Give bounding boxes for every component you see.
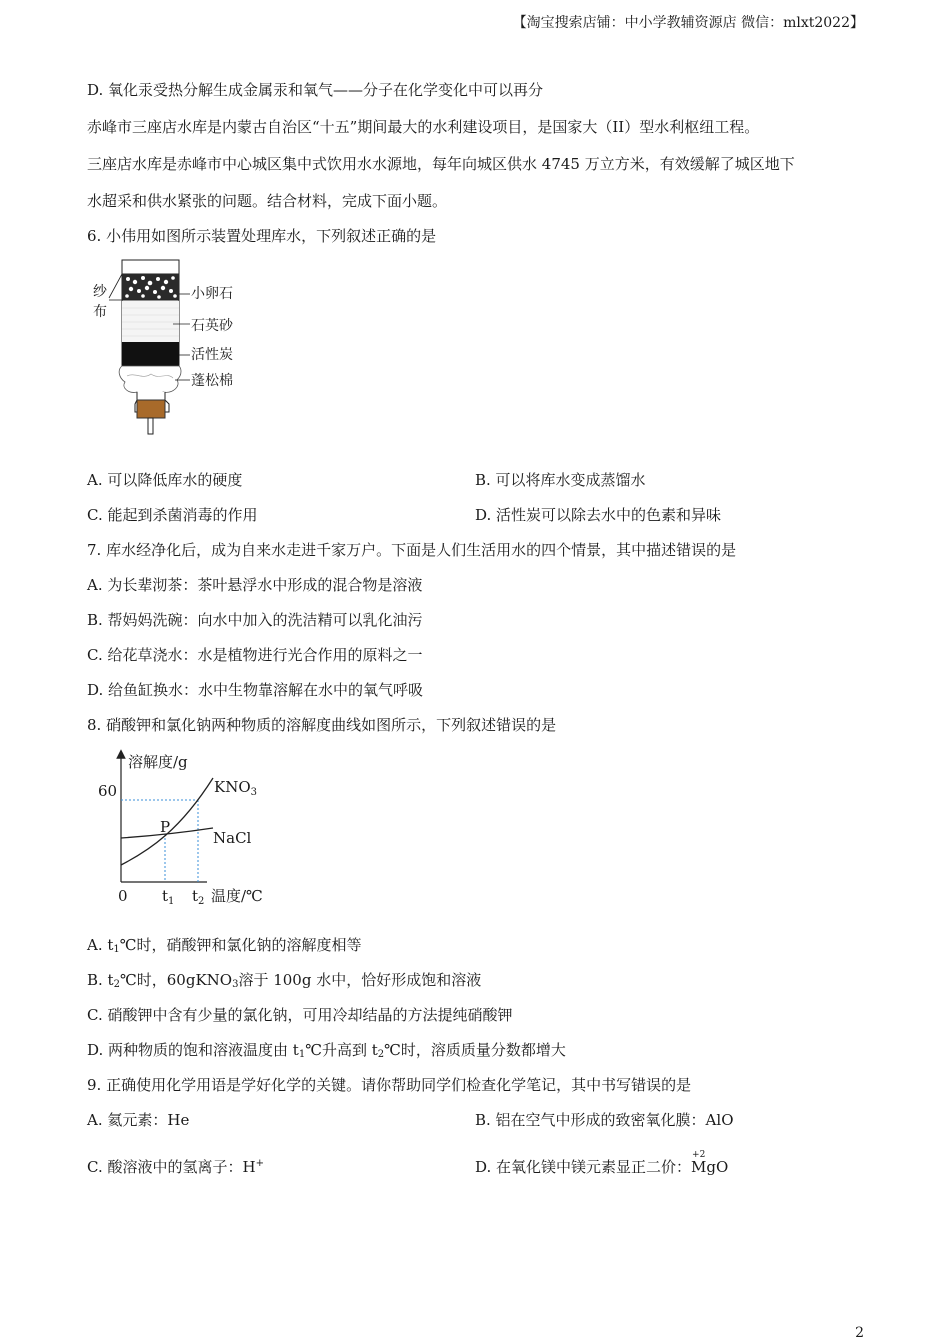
outlet-tube bbox=[148, 418, 153, 434]
x-tick-t1: $t_1$ bbox=[162, 887, 175, 907]
q8-option-c: C. 硝酸钾中含有少量的氯化钠，可用冷却结晶的方法提纯硝酸钾 bbox=[87, 1006, 513, 1024]
q9-option-d: D. 在氧化镁中镁元素显正二价： +2 MgO bbox=[475, 1150, 729, 1176]
q6-option-a: A. 可以降低库水的硬度 bbox=[87, 471, 243, 489]
q7-option-b: B. 帮妈妈洗碗：向水中加入的洗洁精可以乳化油污 bbox=[87, 611, 423, 629]
q9-stem: 9. 正确使用化学用语是学好化学的关键。请你帮助同学们检查化学笔记，其中书写错误的是 bbox=[87, 1076, 692, 1094]
intersection-label-p: P bbox=[160, 818, 171, 836]
pebble-label: 小卵石 bbox=[191, 286, 233, 302]
q6-option-b: B. 可以将库水变成蒸馏水 bbox=[475, 471, 646, 489]
intro-line-2: 三座店水库是赤峰市中心城区集中式饮用水水源地，每年向城区供水 4745 万立方米，有效缓解了城区地下 bbox=[87, 155, 795, 173]
y-tick-60: 60 bbox=[98, 782, 118, 800]
x-axis-label: 温度/℃ bbox=[211, 887, 263, 905]
valence-magnesium: +2 M bbox=[691, 1150, 707, 1176]
q8-option-b: B. $t_2℃$时，60gKNO$_3$溶于 100g 水中，恰好形成饱和溶液 bbox=[87, 971, 482, 990]
gauze-pointer-1 bbox=[109, 274, 122, 298]
activated-carbon-label: 活性炭 bbox=[191, 347, 233, 363]
page-header: 【淘宝搜索店铺：中小学教辅资源店 微信：mlxt2022】 bbox=[512, 15, 864, 31]
page-number: 2 bbox=[855, 1325, 864, 1341]
cloth-label: 布 bbox=[93, 304, 107, 320]
q9-option-b: B. 铝在空气中形成的致密氧化膜：AlO bbox=[475, 1111, 734, 1129]
q6-stem: 6. 小伟用如图所示装置处理库水，下列叙述正确的是 bbox=[87, 227, 437, 245]
q8-option-a: A. $t_1℃$时，硝酸钾和氯化钠的溶解度相等 bbox=[87, 936, 362, 955]
q9-option-c: C. 酸溶液中的氢离子：H+ bbox=[87, 1158, 264, 1176]
q8-stem: 8. 硝酸钾和氯化钠两种物质的溶解度曲线如图所示，下列叙述错误的是 bbox=[87, 716, 557, 734]
origin-label: 0 bbox=[118, 887, 128, 905]
cotton-label: 蓬松棉 bbox=[191, 373, 233, 389]
q7-stem: 7. 库水经净化后，成为自来水走进千家万户。下面是人们生活用水的四个情景，其中描述错误的是 bbox=[87, 541, 737, 559]
q6-option-d: D. 活性炭可以除去水中的色素和异味 bbox=[475, 506, 722, 524]
cotton-layer bbox=[119, 366, 181, 397]
activated-carbon-layer bbox=[122, 342, 179, 366]
solubility-chart bbox=[90, 748, 290, 910]
water-filter-figure bbox=[87, 258, 257, 438]
q7-option-a: A. 为长辈沏茶：茶叶悬浮水中形成的混合物是溶液 bbox=[87, 576, 423, 594]
q7-option-c: C. 给花草浇水：水是植物进行光合作用的原料之一 bbox=[87, 646, 423, 664]
intro-line-3: 水超采和供水紧张的问题。结合材料，完成下面小题。 bbox=[87, 192, 448, 210]
rubber-stopper bbox=[137, 400, 165, 418]
legend-kno3: $KNO_3$ bbox=[214, 778, 258, 798]
y-axis-label: 溶解度/g bbox=[128, 753, 188, 771]
x-tick-t2: $t_2$ bbox=[192, 887, 205, 907]
gauze-label: 纱 bbox=[93, 284, 107, 300]
q6-option-c: C. 能起到杀菌消毒的作用 bbox=[87, 506, 258, 524]
previous-option-d: D. 氧化汞受热分解生成金属汞和氧气——分子在化学变化中可以再分 bbox=[87, 81, 544, 99]
q8-option-d: D. 两种物质的饱和溶液温度由 $t_1℃$升高到 $t_2℃$时，溶质质量分数都增大 bbox=[87, 1041, 566, 1060]
q9-option-a: A. 氦元素：He bbox=[87, 1111, 190, 1129]
intro-line-1: 赤峰市三座店水库是内蒙古自治区“十五”期间最大的水利建设项目，是国家大（II）型水利枢纽工程。 bbox=[87, 118, 760, 136]
quartz-sand-label: 石英砂 bbox=[191, 318, 233, 334]
legend-nacl: NaCl bbox=[213, 829, 252, 847]
q7-option-d: D. 给鱼缸换水：水中生物靠溶解在水中的氧气呼吸 bbox=[87, 681, 424, 699]
